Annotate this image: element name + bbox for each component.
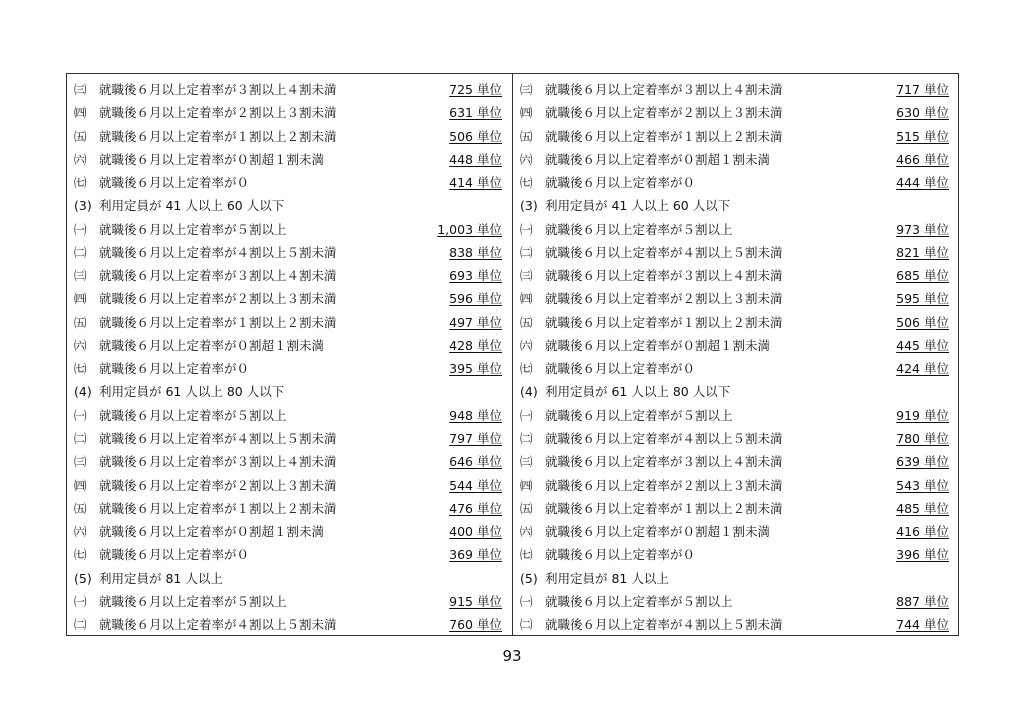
item-text: 就職後６月以上定着率が０ [545, 361, 696, 377]
item-text: 就職後６月以上定着率が２割以上３割未満 [99, 105, 337, 121]
table-row [67, 287, 512, 310]
item-text: 就職後６月以上定着率が５割以上 [99, 221, 287, 237]
table-row [513, 474, 959, 497]
table-row [67, 334, 512, 357]
item-number: ㈠ [74, 593, 87, 609]
unit-value: 596 単位 [449, 291, 502, 307]
table-row [513, 218, 959, 241]
unit-value: 631 単位 [449, 105, 502, 121]
item-text: 就職後６月以上定着率が０ [545, 175, 696, 191]
item-number: ㈦ [520, 175, 533, 191]
unit-value: 515 単位 [896, 128, 949, 144]
item-number: ㈤ [74, 314, 87, 330]
unit-value: 416 単位 [896, 524, 949, 540]
item-text: 就職後６月以上定着率が０ [99, 361, 250, 377]
table-row [513, 264, 959, 287]
unit-value: 948 単位 [449, 407, 502, 423]
item-number: ㈣ [74, 477, 87, 493]
table-row [513, 78, 959, 101]
item-text: 就職後６月以上定着率が０割超１割未満 [545, 524, 771, 540]
left-column [67, 78, 512, 636]
item-text: 就職後６月以上定着率が０割超１割未満 [545, 337, 771, 353]
unit-value: 400 単位 [449, 524, 502, 540]
item-number: ㈠ [520, 593, 533, 609]
unit-value: 760 単位 [449, 617, 502, 633]
unit-value: 428 単位 [449, 337, 502, 353]
item-text: 就職後６月以上定着率が４割以上５割未満 [99, 430, 337, 446]
unit-value: 1,003 単位 [437, 221, 502, 237]
table-row [513, 404, 959, 427]
item-number: ㈠ [74, 407, 87, 423]
unit-value: 717 単位 [896, 82, 949, 97]
table-row [67, 101, 512, 124]
item-text: 利用定員が 81 人以上 [99, 570, 223, 586]
table-row [67, 567, 512, 590]
item-text: 就職後６月以上定着率が１割以上２割未満 [99, 128, 337, 144]
item-text: 就職後６月以上定着率が２割以上３割未満 [545, 291, 783, 307]
item-number: ㈥ [74, 524, 87, 540]
item-text: 就職後６月以上定着率が０ [545, 547, 696, 563]
item-number: ㈡ [74, 617, 87, 633]
item-text: 就職後６月以上定着率が３割以上４割未満 [99, 454, 337, 470]
item-number: (3) [74, 198, 92, 214]
item-text: 就職後６月以上定着率が２割以上３割未満 [545, 477, 783, 493]
item-text: 就職後６月以上定着率が５割以上 [99, 407, 287, 423]
table-row [67, 171, 512, 194]
item-number: (4) [520, 384, 538, 400]
item-number: ㈣ [520, 291, 533, 307]
item-number: (3) [520, 198, 538, 214]
unit-value: 497 単位 [449, 314, 502, 330]
comparison-table [66, 73, 959, 636]
item-number: (4) [74, 384, 92, 400]
table-row [67, 218, 512, 241]
item-text: 利用定員が 61 人以上 80 人以下 [99, 384, 285, 400]
item-number: ㈤ [74, 500, 87, 516]
table-row [67, 590, 512, 613]
unit-value: 744 単位 [896, 617, 949, 633]
unit-value: 630 単位 [896, 105, 949, 121]
table-row [67, 311, 512, 334]
unit-value: 919 単位 [896, 407, 949, 423]
item-number: ㈠ [520, 407, 533, 423]
item-number: ㈡ [74, 244, 87, 260]
item-text: 就職後６月以上定着率が２割以上３割未満 [99, 477, 337, 493]
item-number: ㈢ [74, 268, 87, 284]
unit-value: 506 単位 [449, 128, 502, 144]
item-number: ㈤ [520, 314, 533, 330]
item-text: 就職後６月以上定着率が５割以上 [545, 593, 733, 609]
item-number: ㈢ [74, 454, 87, 470]
unit-value: 797 単位 [449, 430, 502, 446]
item-text: 就職後６月以上定着率が０割超１割未満 [99, 337, 325, 353]
unit-value: 369 単位 [449, 547, 502, 563]
item-text: 就職後６月以上定着率が０割超１割未満 [99, 151, 325, 167]
item-number: ㈣ [520, 105, 533, 121]
item-text: 就職後６月以上定着率が３割以上４割未満 [545, 454, 783, 470]
item-number: ㈡ [520, 430, 533, 446]
item-text: 就職後６月以上定着率が１割以上２割未満 [99, 314, 337, 330]
item-number: ㈡ [74, 430, 87, 446]
item-number: ㈦ [74, 361, 87, 377]
item-number: ㈤ [74, 128, 87, 144]
item-text: 利用定員が 61 人以上 80 人以下 [545, 384, 731, 400]
item-number: ㈢ [520, 454, 533, 470]
table-row [513, 125, 959, 148]
item-text: 就職後６月以上定着率が５割以上 [99, 593, 287, 609]
table-row [67, 78, 512, 101]
item-text: 就職後６月以上定着率が３割以上４割未満 [99, 268, 337, 284]
unit-value: 887 単位 [896, 593, 949, 609]
table-row [513, 613, 959, 636]
item-text: 利用定員が 41 人以上 60 人以下 [99, 198, 285, 214]
table-row [513, 148, 959, 171]
item-number: ㈢ [74, 82, 87, 97]
table-row [513, 171, 959, 194]
item-number: ㈢ [520, 82, 533, 97]
table-row [67, 357, 512, 380]
item-number: ㈠ [520, 221, 533, 237]
table-row [513, 590, 959, 613]
item-number: ㈢ [520, 268, 533, 284]
item-text: 利用定員が 81 人以上 [545, 570, 669, 586]
unit-value: 646 単位 [449, 454, 502, 470]
table-row [513, 311, 959, 334]
item-number: ㈥ [520, 337, 533, 353]
table-row [513, 450, 959, 473]
item-text: 就職後６月以上定着率が３割以上４割未満 [545, 268, 783, 284]
item-text: 就職後６月以上定着率が３割以上４割未満 [545, 82, 783, 97]
item-number: ㈣ [74, 105, 87, 121]
item-text: 利用定員が 41 人以上 60 人以下 [545, 198, 731, 214]
unit-value: 685 単位 [896, 268, 949, 284]
item-number: ㈣ [74, 291, 87, 307]
right-column [513, 78, 959, 636]
item-number: ㈥ [520, 524, 533, 540]
item-number: ㈥ [74, 151, 87, 167]
item-number: ㈠ [74, 221, 87, 237]
item-text: 就職後６月以上定着率が４割以上５割未満 [545, 617, 783, 633]
unit-value: 396 単位 [896, 547, 949, 563]
item-number: ㈡ [520, 244, 533, 260]
unit-value: 485 単位 [896, 500, 949, 516]
table-row [67, 241, 512, 264]
page-number: 93 [502, 647, 522, 665]
table-row [67, 427, 512, 450]
item-text: 就職後６月以上定着率が４割以上５割未満 [99, 244, 337, 260]
item-number: ㈤ [520, 500, 533, 516]
table-row [67, 450, 512, 473]
table-row [67, 125, 512, 148]
unit-value: 395 単位 [449, 361, 502, 377]
table-row [67, 613, 512, 636]
table-row [67, 148, 512, 171]
unit-value: 543 単位 [896, 477, 949, 493]
unit-value: 973 単位 [896, 221, 949, 237]
item-text: 就職後６月以上定着率が５割以上 [545, 221, 733, 237]
table-row [513, 241, 959, 264]
unit-value: 915 単位 [449, 593, 502, 609]
unit-value: 445 単位 [896, 337, 949, 353]
item-text: 就職後６月以上定着率が４割以上５割未満 [99, 617, 337, 633]
unit-value: 725 単位 [449, 82, 502, 97]
item-text: 就職後６月以上定着率が１割以上２割未満 [545, 128, 783, 144]
unit-value: 693 単位 [449, 268, 502, 284]
unit-value: 544 単位 [449, 477, 502, 493]
item-text: 就職後６月以上定着率が０ [99, 547, 250, 563]
unit-value: 506 単位 [896, 314, 949, 330]
item-text: 就職後６月以上定着率が３割以上４割未満 [99, 82, 337, 97]
item-number: ㈦ [520, 547, 533, 563]
unit-value: 424 単位 [896, 361, 949, 377]
item-text: 就職後６月以上定着率が４割以上５割未満 [545, 430, 783, 446]
table-row [513, 543, 959, 566]
item-text: 就職後６月以上定着率が５割以上 [545, 407, 733, 423]
table-row [513, 567, 959, 590]
item-text: 就職後６月以上定着率が１割以上２割未満 [99, 500, 337, 516]
item-text: 就職後６月以上定着率が２割以上３割未満 [99, 291, 337, 307]
table-row [67, 474, 512, 497]
item-text: 就職後６月以上定着率が０割超１割未満 [99, 524, 325, 540]
table-row [513, 101, 959, 124]
table-row [67, 194, 512, 217]
table-row [67, 404, 512, 427]
item-number: ㈦ [74, 175, 87, 191]
item-number: ㈥ [74, 337, 87, 353]
item-number: ㈥ [520, 151, 533, 167]
table-row [67, 543, 512, 566]
unit-value: 780 単位 [896, 430, 949, 446]
item-text: 就職後６月以上定着率が２割以上３割未満 [545, 105, 783, 121]
unit-value: 838 単位 [449, 244, 502, 260]
item-number: (5) [74, 570, 92, 586]
unit-value: 639 単位 [896, 454, 949, 470]
table-row [513, 357, 959, 380]
item-number: (5) [520, 570, 538, 586]
table-row [67, 264, 512, 287]
unit-value: 444 単位 [896, 175, 949, 191]
table-row [513, 380, 959, 403]
item-text: 就職後６月以上定着率が０割超１割未満 [545, 151, 771, 167]
table-row [67, 497, 512, 520]
item-number: ㈦ [520, 361, 533, 377]
table-row [513, 497, 959, 520]
item-number: ㈡ [520, 617, 533, 633]
unit-value: 595 単位 [896, 291, 949, 307]
table-row [513, 334, 959, 357]
item-number: ㈦ [74, 547, 87, 563]
unit-value: 414 単位 [449, 175, 502, 191]
item-text: 就職後６月以上定着率が１割以上２割未満 [545, 314, 783, 330]
table-row [513, 520, 959, 543]
unit-value: 476 単位 [449, 500, 502, 516]
unit-value: 448 単位 [449, 151, 502, 167]
table-row [513, 427, 959, 450]
item-number: ㈤ [520, 128, 533, 144]
item-text: 就職後６月以上定着率が０ [99, 175, 250, 191]
table-row [67, 520, 512, 543]
unit-value: 821 単位 [896, 244, 949, 260]
unit-value: 466 単位 [896, 151, 949, 167]
table-row [67, 380, 512, 403]
item-number: ㈣ [520, 477, 533, 493]
table-row [513, 194, 959, 217]
item-text: 就職後６月以上定着率が１割以上２割未満 [545, 500, 783, 516]
table-row [513, 287, 959, 310]
item-text: 就職後６月以上定着率が４割以上５割未満 [545, 244, 783, 260]
